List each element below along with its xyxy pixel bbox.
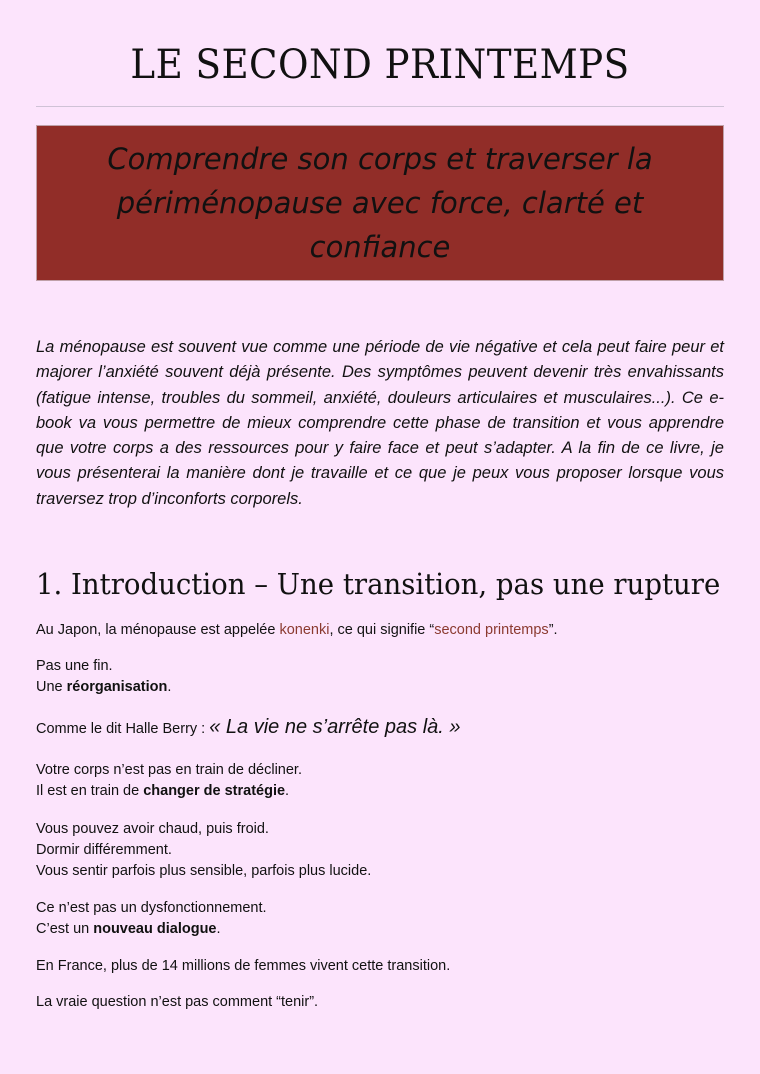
konenki-term: konenki [279, 622, 330, 638]
strat-before: Il est en train de [36, 783, 144, 799]
reorg-after: . [167, 679, 172, 695]
corps-line: Votre corps n’est pas en train de décliner. [36, 762, 302, 778]
dormir-line: Dormir différemment. [36, 842, 172, 858]
dial-after: . [216, 921, 221, 937]
reorg-bold: réorganisation [66, 679, 168, 695]
reorg-before: Une [36, 679, 67, 695]
japan-text-middle: , ce qui signifie “ [329, 622, 435, 638]
japan-text-after: ”. [548, 622, 558, 638]
second-printemps-term: second printemps [434, 622, 549, 638]
document-page [36, 0, 724, 1010]
dial-before: C’est un [36, 921, 94, 937]
fin-line: Pas une fin. [36, 658, 113, 674]
strat-bold: changer de stratégie [143, 783, 286, 799]
chaud-line: Vous pouvez avoir chaud, puis froid. [36, 821, 269, 837]
strat-after: . [285, 783, 290, 799]
japan-text-before: Au Japon, la ménopause est appelée [36, 622, 280, 638]
intro-paragraph: La ménopause est souvent vue comme une période de vie négative et cela peut faire peur et majorer l’anxiété souvent déjà présente. Des symptômes peuvent devenir très envahissants (fatigue intense, troubles du sommeil, anxiété, douleurs articulaires et musculaires...). Ce e-book va vous permettre de mieux comprendre cette phase de transition et vous apprendre que votre corps a des ressources pour y faire face et peut s’adapter. A la fin de ce livre, je vous présenterai la manière dont je travaille et ce que je peux vous proposer lorsque vous traversez trop d’inconforts corporels. [36, 338, 724, 508]
question-paragraph: La vraie question n’est pas comment “tenir”. [36, 994, 319, 1010]
halle-berry-quote: « La vie ne s’arrête pas là. » [209, 716, 461, 738]
japan-paragraph [36, 620, 558, 641]
dysf-line: Ce n’est pas un dysfonctionnement. [36, 900, 267, 916]
sentir-line: Vous sentir parfois plus sensible, parfois plus lucide. [36, 863, 372, 879]
corps-paragraph [36, 760, 302, 802]
title-divider [36, 106, 724, 107]
dial-bold: nouveau dialogue [93, 921, 217, 937]
quote-paragraph [36, 717, 461, 740]
quote-intro: Comme le dit Halle Berry : [36, 721, 210, 737]
subtitle-banner [36, 125, 724, 281]
sensations-paragraph [36, 819, 371, 882]
subtitle-text: Comprendre son corps et traverser la périménopause avec force, clarté et confiance [107, 142, 653, 264]
france-paragraph: En France, plus de 14 millions de femmes vivent cette transition. [36, 958, 451, 974]
fin-paragraph [36, 656, 171, 698]
dialogue-paragraph [36, 898, 267, 940]
document-title: LE SECOND PRINTEMPS [130, 42, 630, 88]
section-heading: 1. Introduction – Une transition, pas une rupture [36, 567, 721, 601]
